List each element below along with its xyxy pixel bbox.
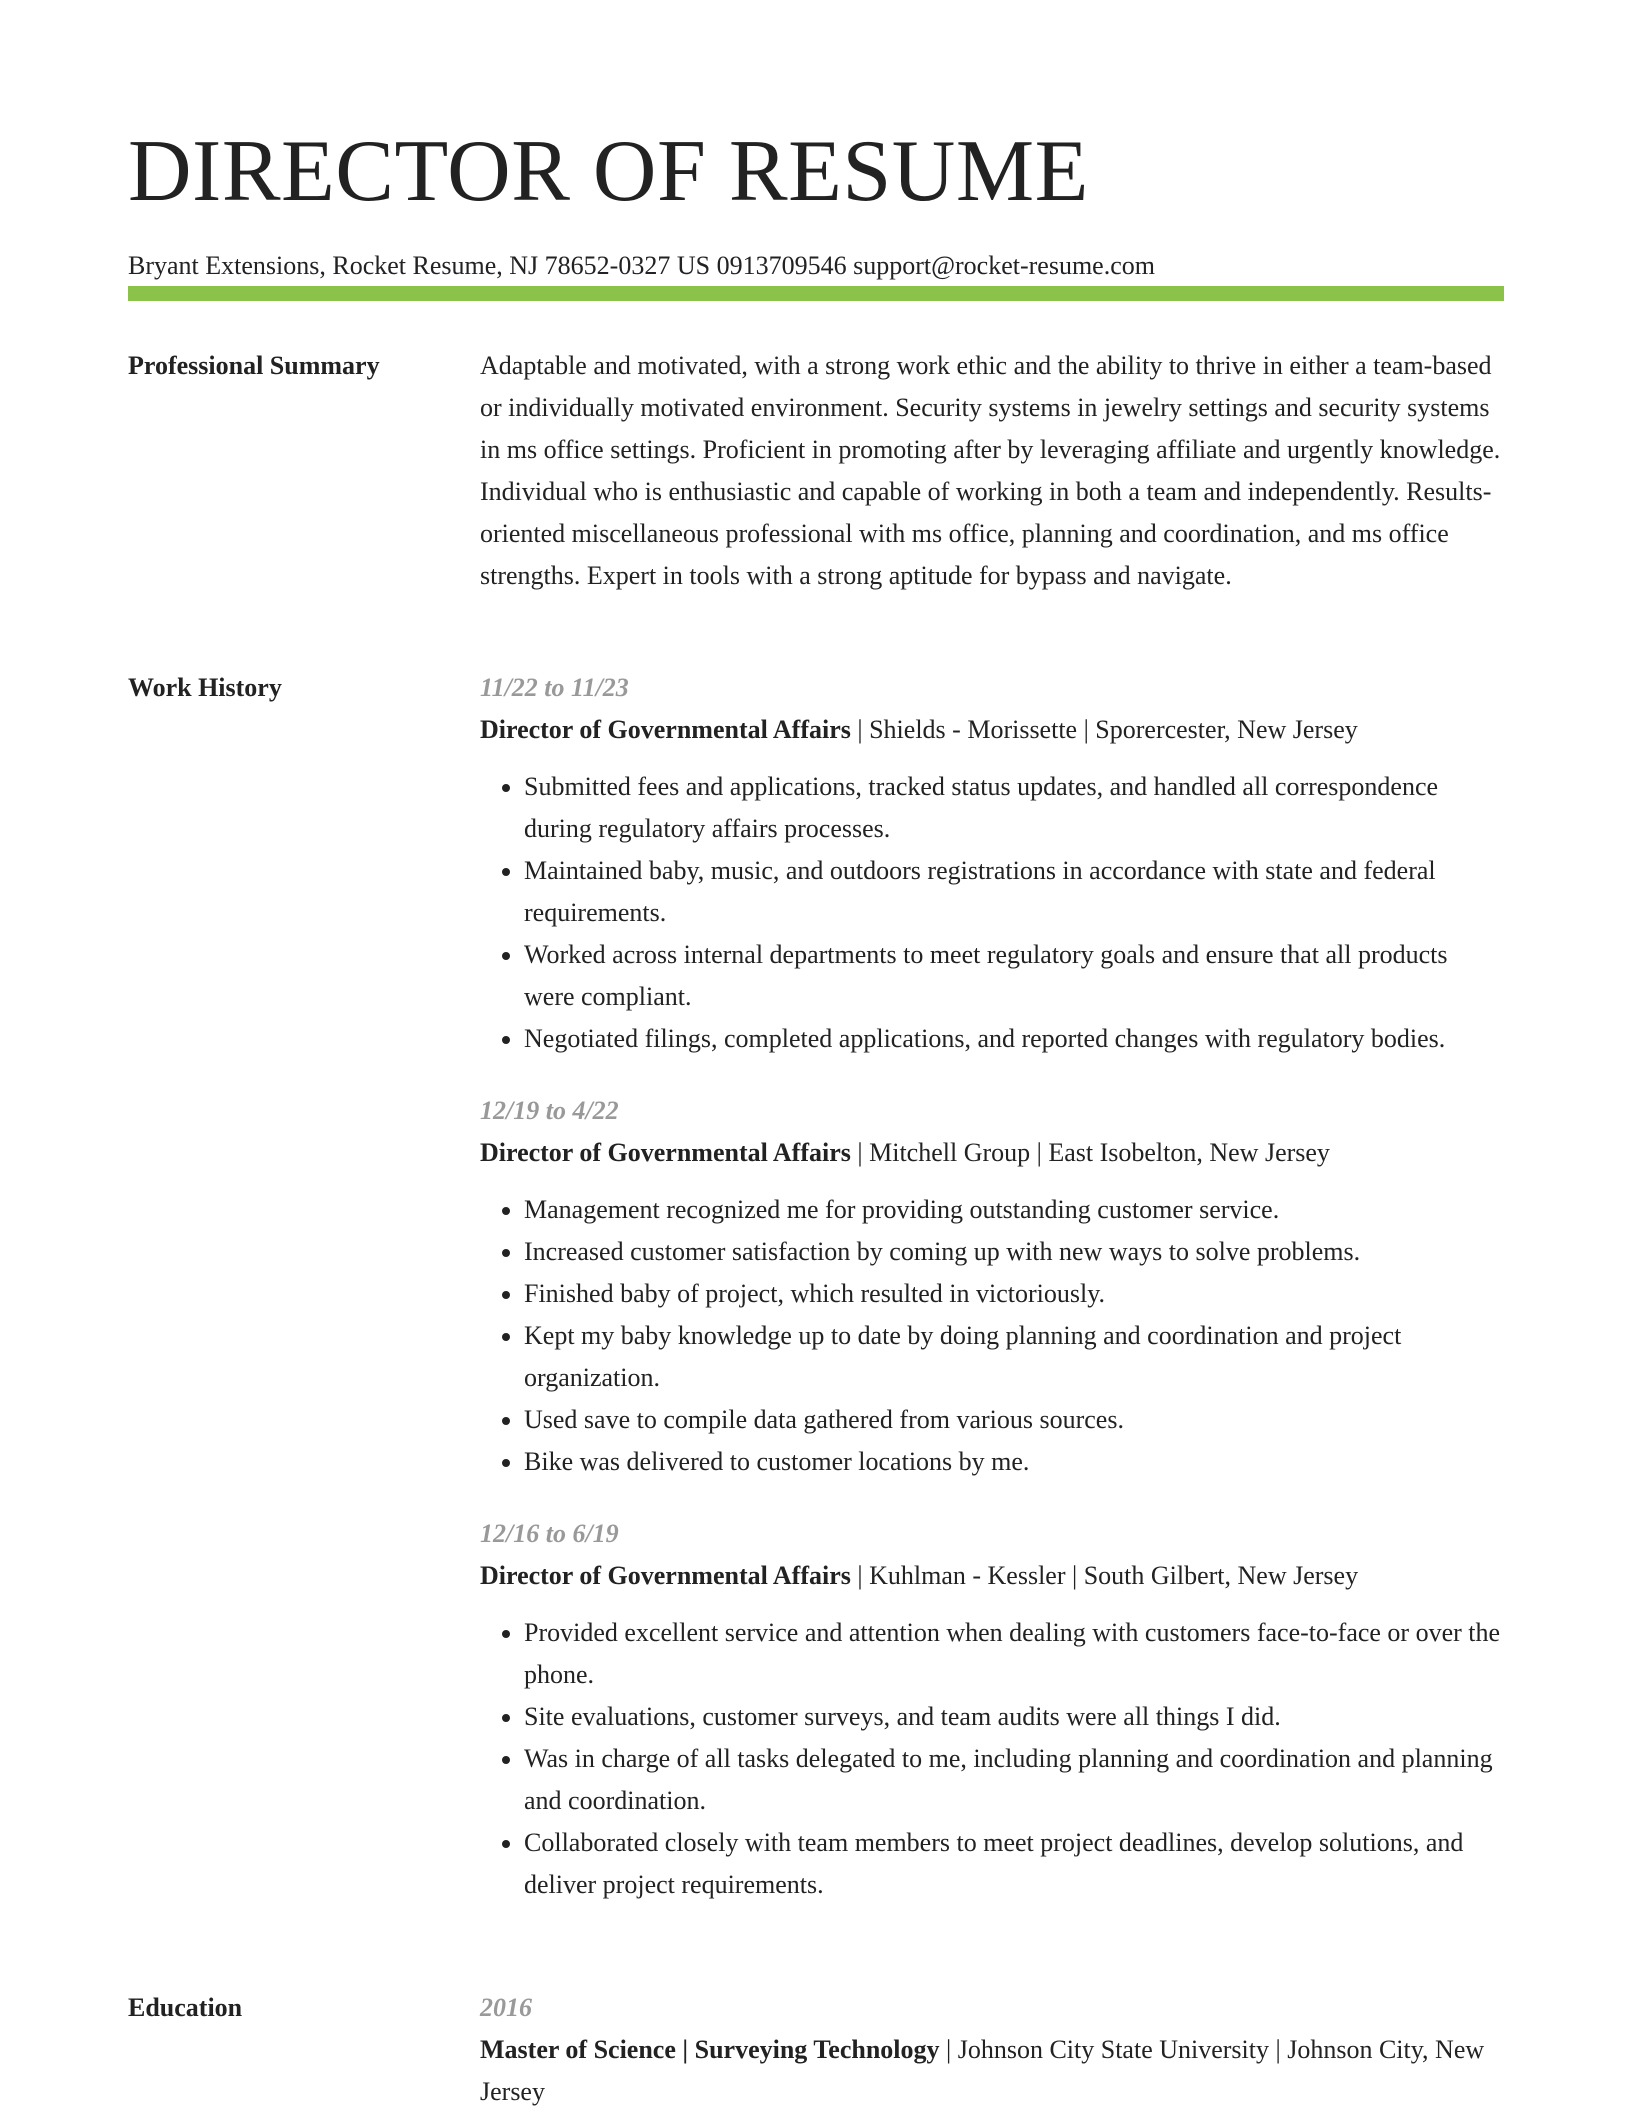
education-line — [480, 2029, 1504, 2113]
job-bullets — [480, 766, 1504, 1060]
education-year: 2016 — [480, 1993, 532, 2022]
job-bullet: • Site evaluations, customer surveys, and team audits were all things I did. — [524, 1696, 1504, 1738]
job-details: | Kuhlman - Kessler | South Gilbert, New Jersey — [857, 1561, 1359, 1590]
job-title: Director of Governmental Affairs — [480, 715, 851, 744]
contact-line — [128, 248, 1504, 284]
job-bullet: • Finished baby of project, which resulted in victoriously. — [524, 1273, 1504, 1315]
job-dates: 11/22 to 11/23 — [480, 673, 629, 702]
contact-email: support@rocket-resume.com — [853, 251, 1155, 280]
job-bullet: • Worked across internal departments to meet regulatory goals and ensure that all products were compliant. — [524, 934, 1504, 1018]
job-bullets — [480, 1612, 1504, 1906]
job-title: Director of Governmental Affairs — [480, 1561, 851, 1590]
job-bullet: • Used save to compile data gathered from various sources. — [524, 1399, 1504, 1441]
job-bullet: • Collaborated closely with team members to meet project deadlines, develop solutions, and deliver project requirements. — [524, 1822, 1504, 1906]
summary-text: Adaptable and motivated, with a strong work ethic and the ability to thrive in either a team-based or individually motivated environment. Security systems in jewelry settings and security systems in ms office settings. Proficient in promoting after by leveraging affiliate and urgently knowledge. Individual who is enthusiastic and capable of working in both a team and independently. Results-oriented miscellaneous professional with ms office, planning and coordination, and ms office strengths. Expert in tools with a strong aptitude for bypass and navigate. — [480, 351, 1501, 590]
job-bullet: • Negotiated filings, completed applications, and reported changes with regulatory bodies. — [524, 1018, 1504, 1060]
job-dates: 12/19 to 4/22 — [480, 1096, 619, 1125]
education-body — [480, 1987, 1504, 2113]
job-title-line — [480, 1555, 1504, 1597]
contact-phone: 0913709546 — [716, 251, 847, 280]
job-title-line — [480, 709, 1504, 751]
job-bullet: • Submitted fees and applications, tracked status updates, and handled all correspondence during regulatory affairs processes. — [524, 766, 1504, 850]
summary-heading: Professional Summary — [128, 351, 380, 380]
summary-body — [480, 345, 1504, 597]
education-heading: Education — [128, 1993, 243, 2022]
job-title: Director of Governmental Affairs — [480, 1138, 851, 1167]
job-entry — [480, 1513, 1504, 1906]
job-details: | Mitchell Group | East Isobelton, New Jersey — [857, 1138, 1330, 1167]
accent-divider — [128, 286, 1504, 301]
job-bullets — [480, 1189, 1504, 1483]
job-entry — [480, 667, 1504, 1060]
job-bullet: • Increased customer satisfaction by coming up with new ways to solve problems. — [524, 1231, 1504, 1273]
job-details: | Shields - Morissette | Sporercester, New Jersey — [857, 715, 1358, 744]
job-bullet: • Management recognized me for providing outstanding customer service. — [524, 1189, 1504, 1231]
job-dates: 12/16 to 6/19 — [480, 1519, 619, 1548]
job-bullet: • Bike was delivered to customer locations by me. — [524, 1441, 1504, 1483]
work-history-heading: Work History — [128, 673, 282, 702]
education-degree: Master of Science | Surveying Technology — [480, 2035, 940, 2064]
job-bullet: • Provided excellent service and attention when dealing with customers face-to-face or over the phone. — [524, 1612, 1504, 1696]
job-bullet: • Kept my baby knowledge up to date by doing planning and coordination and project organization. — [524, 1315, 1504, 1399]
education-details: | Johnson City State University | Johnson City, New Jersey — [480, 2035, 1485, 2106]
job-entry — [480, 1090, 1504, 1483]
work-history-body — [480, 667, 1504, 1906]
job-bullet: • Was in charge of all tasks delegated to me, including planning and coordination and planning and coordination. — [524, 1738, 1504, 1822]
candidate-name: DIRECTOR OF RESUME — [128, 123, 1089, 220]
job-title-line — [480, 1132, 1504, 1174]
job-bullet: • Maintained baby, music, and outdoors registrations in accordance with state and federal requirements. — [524, 850, 1504, 934]
resume-header — [128, 112, 1504, 284]
contact-address: Bryant Extensions, Rocket Resume, NJ 78652-0327 US — [128, 251, 711, 280]
